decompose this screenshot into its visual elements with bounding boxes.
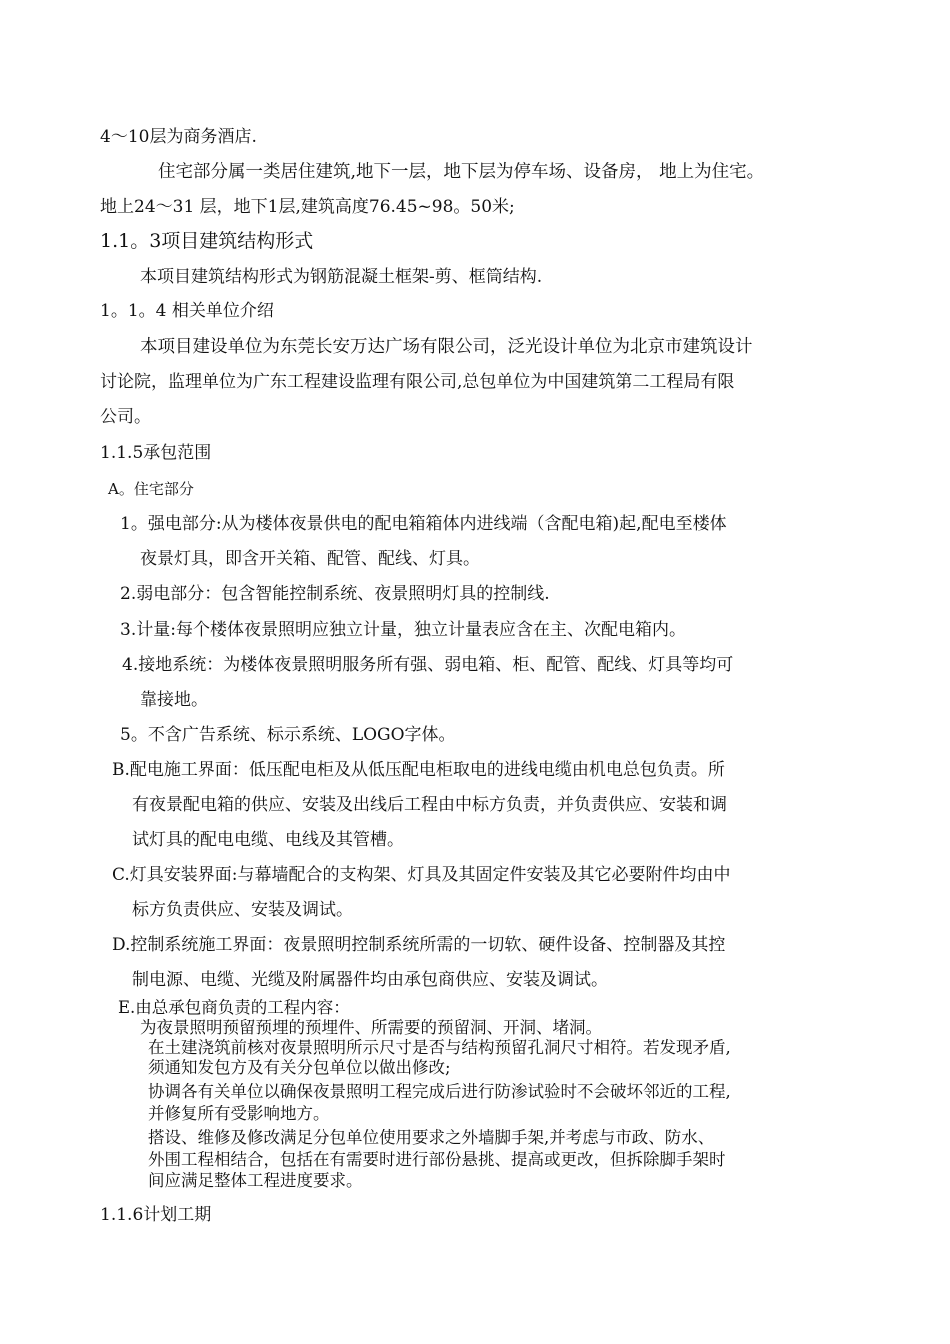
part-e-line-1: 为夜景照明预留预埋的预埋件、所需要的预留洞、开洞、堵洞。 (140, 1018, 602, 1037)
part-d-line-1: D.控制系统施工界面：夜景照明控制系统所需的一切软、硬件设备、控制器及其控 (112, 935, 726, 955)
part-a-item-2: 2.弱电部分：包含智能控制系统、夜景照明灯具的控制线. (120, 584, 550, 604)
part-e-line-7: 外围工程相结合，包括在有需要时进行部份悬挑、提高或更改，但拆除脚手架时 (148, 1150, 726, 1169)
part-c-line-2: 标方负责供应、安装及调试。 (132, 900, 353, 920)
part-e-line-8: 间应满足整体工程进度要求。 (148, 1171, 363, 1190)
part-b-line-3: 试灯具的配电电缆、电线及其管槽。 (132, 830, 404, 850)
part-a-item-3: 3.计量:每个楼体夜景照明应独立计量，独立计量表应含在主、次配电箱内。 (120, 620, 686, 640)
part-e-line-5: 并修复所有受影响地方。 (148, 1104, 330, 1123)
residential-line-1: 住宅部分属一类居住建筑,地下一层，地下层为停车场、设备房， 地上为住宅。 (158, 162, 765, 182)
part-e-line-6: 搭设、维修及修改满足分包单位使用要求之外墙脚手架,并考虑与市政、防水、 (148, 1128, 715, 1147)
part-e-line-2: 在土建浇筑前核对夜景照明所示尺寸是否与结构预留孔洞尺寸相符。若发现矛盾, (148, 1038, 731, 1057)
section-114-line-1: 本项目建设单位为东莞长安万达广场有限公司，泛光设计单位为北京市建筑设计 (140, 337, 753, 357)
part-e-label: E.由总承包商负责的工程内容： (118, 998, 350, 1017)
intro-line: 4～10层为商务酒店. (100, 127, 257, 147)
part-c-line-1: C.灯具安装界面:与幕墙配合的支构架、灯具及其固定件安装及其它必要附件均由中 (112, 865, 731, 885)
section-114-line-3: 公司。 (100, 407, 151, 427)
part-e-line-3: 须通知发包方及有关分包单位以做出修改; (148, 1058, 451, 1077)
section-116-heading: 1.1.6计划工期 (100, 1205, 212, 1225)
section-113-heading: 1.1。3项目建筑结构形式 (100, 230, 314, 252)
residential-line-2: 地上24～31 层，地下1层,建筑高度76.45~98。50米; (100, 197, 515, 217)
part-b-line-1: B.配电施工界面：低压配电柜及从低压配电柜取电的进线电缆由机电总包负责。所 (112, 760, 725, 780)
part-a-item-4-line-1: 4.接地系统：为楼体夜景照明服务所有强、弱电箱、柜、配管、配线、灯具等均可 (122, 655, 734, 675)
part-a-item-1-line-1: 1。强电部分:从为楼体夜景供电的配电箱箱体内进线端（含配电箱)起,配电至楼体 (120, 514, 727, 534)
part-a-item-5: 5。不含广告系统、标示系统、LOGO字体。 (120, 725, 456, 745)
part-a-label: A。住宅部分 (108, 480, 194, 498)
part-d-line-2: 制电源、电缆、光缆及附属器件均由承包商供应、安装及调试。 (132, 970, 608, 990)
section-113-body: 本项目建筑结构形式为钢筋混凝土框架-剪、框筒结构. (140, 267, 543, 287)
section-114-heading: 1。1。4 相关单位介绍 (100, 301, 274, 321)
part-b-line-2: 有夜景配电箱的供应、安装及出线后工程由中标方负责，并负责供应、安装和调 (132, 795, 727, 815)
part-a-item-1-line-2: 夜景灯具，即含开关箱、配管、配线、灯具。 (140, 549, 480, 569)
section-115-heading: 1.1.5承包范围 (100, 443, 212, 463)
section-114-line-2: 讨论院，监理单位为广东工程建设监理有限公司,总包单位为中国建筑第二工程局有限 (100, 372, 735, 392)
part-a-item-4-line-2: 靠接地。 (140, 690, 208, 710)
part-e-line-4: 协调各有关单位以确保夜景照明工程完成后进行防渗试验时不会破坏邻近的工程, (148, 1082, 731, 1101)
